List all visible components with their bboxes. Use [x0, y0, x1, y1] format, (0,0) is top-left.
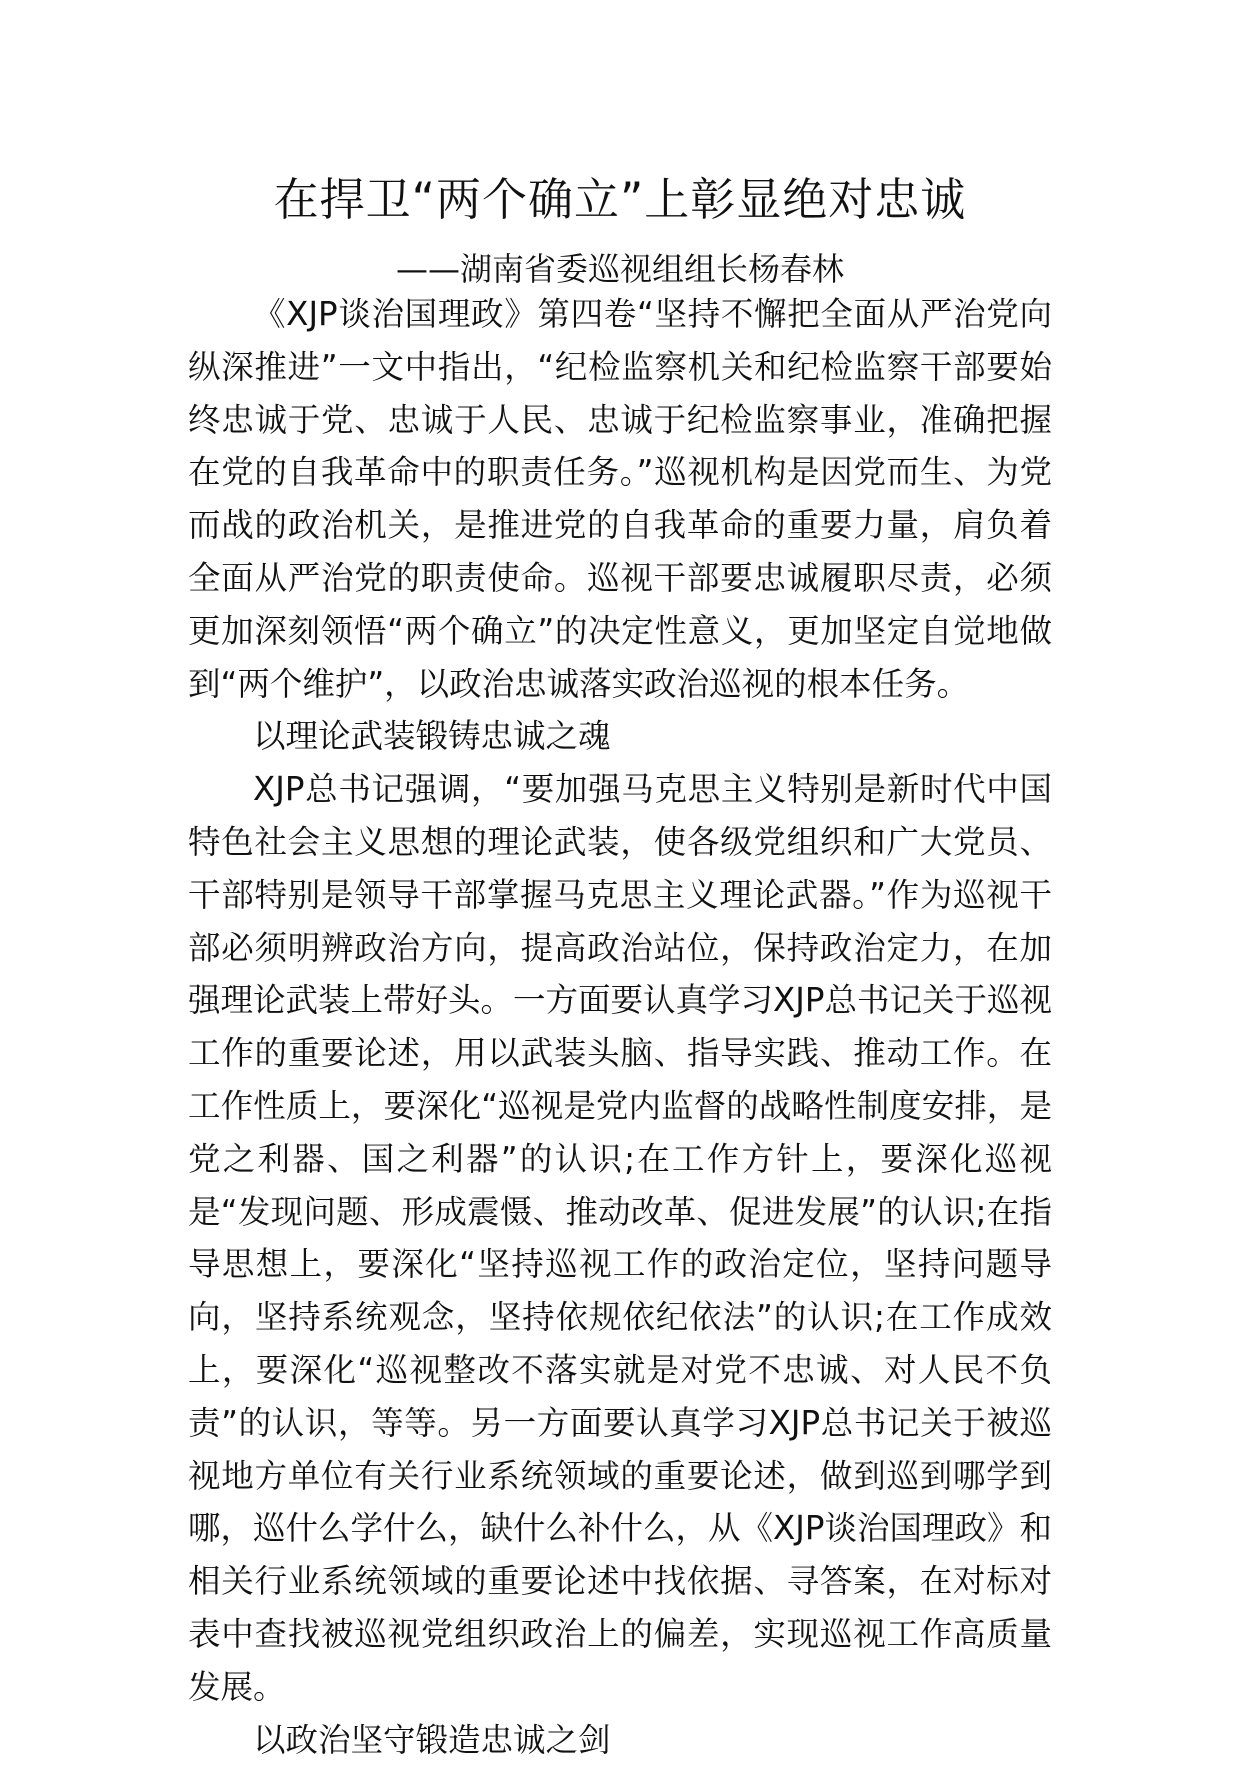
section-heading-politics: 以政治坚守锻造忠诚之剑: [253, 1720, 611, 1759]
document-subtitle: ——湖南省委巡视组组长杨春林: [395, 250, 844, 288]
document-title: 在捍卫“两个确立”上彰显绝对忠诚: [273, 173, 967, 226]
body-paragraph-theory: XJP总书记强调，“要加强马克思主义特别是新时代中国特色社会主义思想的理论武装，使各级党组织和广大党员、干部特别是领导干部掌握马克思主义理论武器。”作为巡视干部必须明辨政治方向，提高政治站位，保持政治定力，在加强理论武装上带好头。一方面要认真学习XJP总书记关于巡视工作的重要论述，用以武装头脑、指导实践、推动工作。在工作性质上，要深化“巡视是党内监督的战略性制度安排，是党之利器、国之利器”的认识;在工作方针上，要深化巡视是“发现问题、形成震慑、推动改革、促进发展”的认识;在指导思想上，要深化“坚持巡视工作的政治定位，坚持问题导向，坚持系统观念，坚持依规依纪依法”的认识;在工作成效上，要深化“巡视整改不落实就是对党不忠诚、对人民不负责”的认识，等等。另一方面要认真学习XJP总书记关于被巡视地方单位有关行业系统领域的重要论述，做到巡到哪学到哪，巡什么学什么，缺什么补什么，从《XJP谈治国理政》和相关行业系统领域的重要论述中找依据、寻答案，在对标对表中查找被巡视党组织政治上的偏差，实现巡视工作高质量发展。: [188, 770, 1052, 1706]
document-body: [188, 288, 1052, 1766]
section-heading-theory: 以理论武装锻铸忠诚之魂: [253, 717, 611, 756]
body-paragraph-intro: 《XJP谈治国理政》第四卷“坚持不懈把全面从严治党向纵深推进”一文中指出，“纪检监察机关和纪检监察干部要始终忠诚于党、忠诚于人民、忠诚于纪检监察事业，准确把握在党的自我革命中的职责任务。”巡视机构是因党而生、为党而战的政治机关，是推进党的自我革命的重要力量，肩负着全面从严治党的职责使命。巡视干部要忠诚履职尽责，必须更加深刻领悟“两个确立”的决定性意义，更加坚定自觉地做到“两个维护”，以政治忠诚落实政治巡视的根本任务。: [188, 295, 1052, 703]
